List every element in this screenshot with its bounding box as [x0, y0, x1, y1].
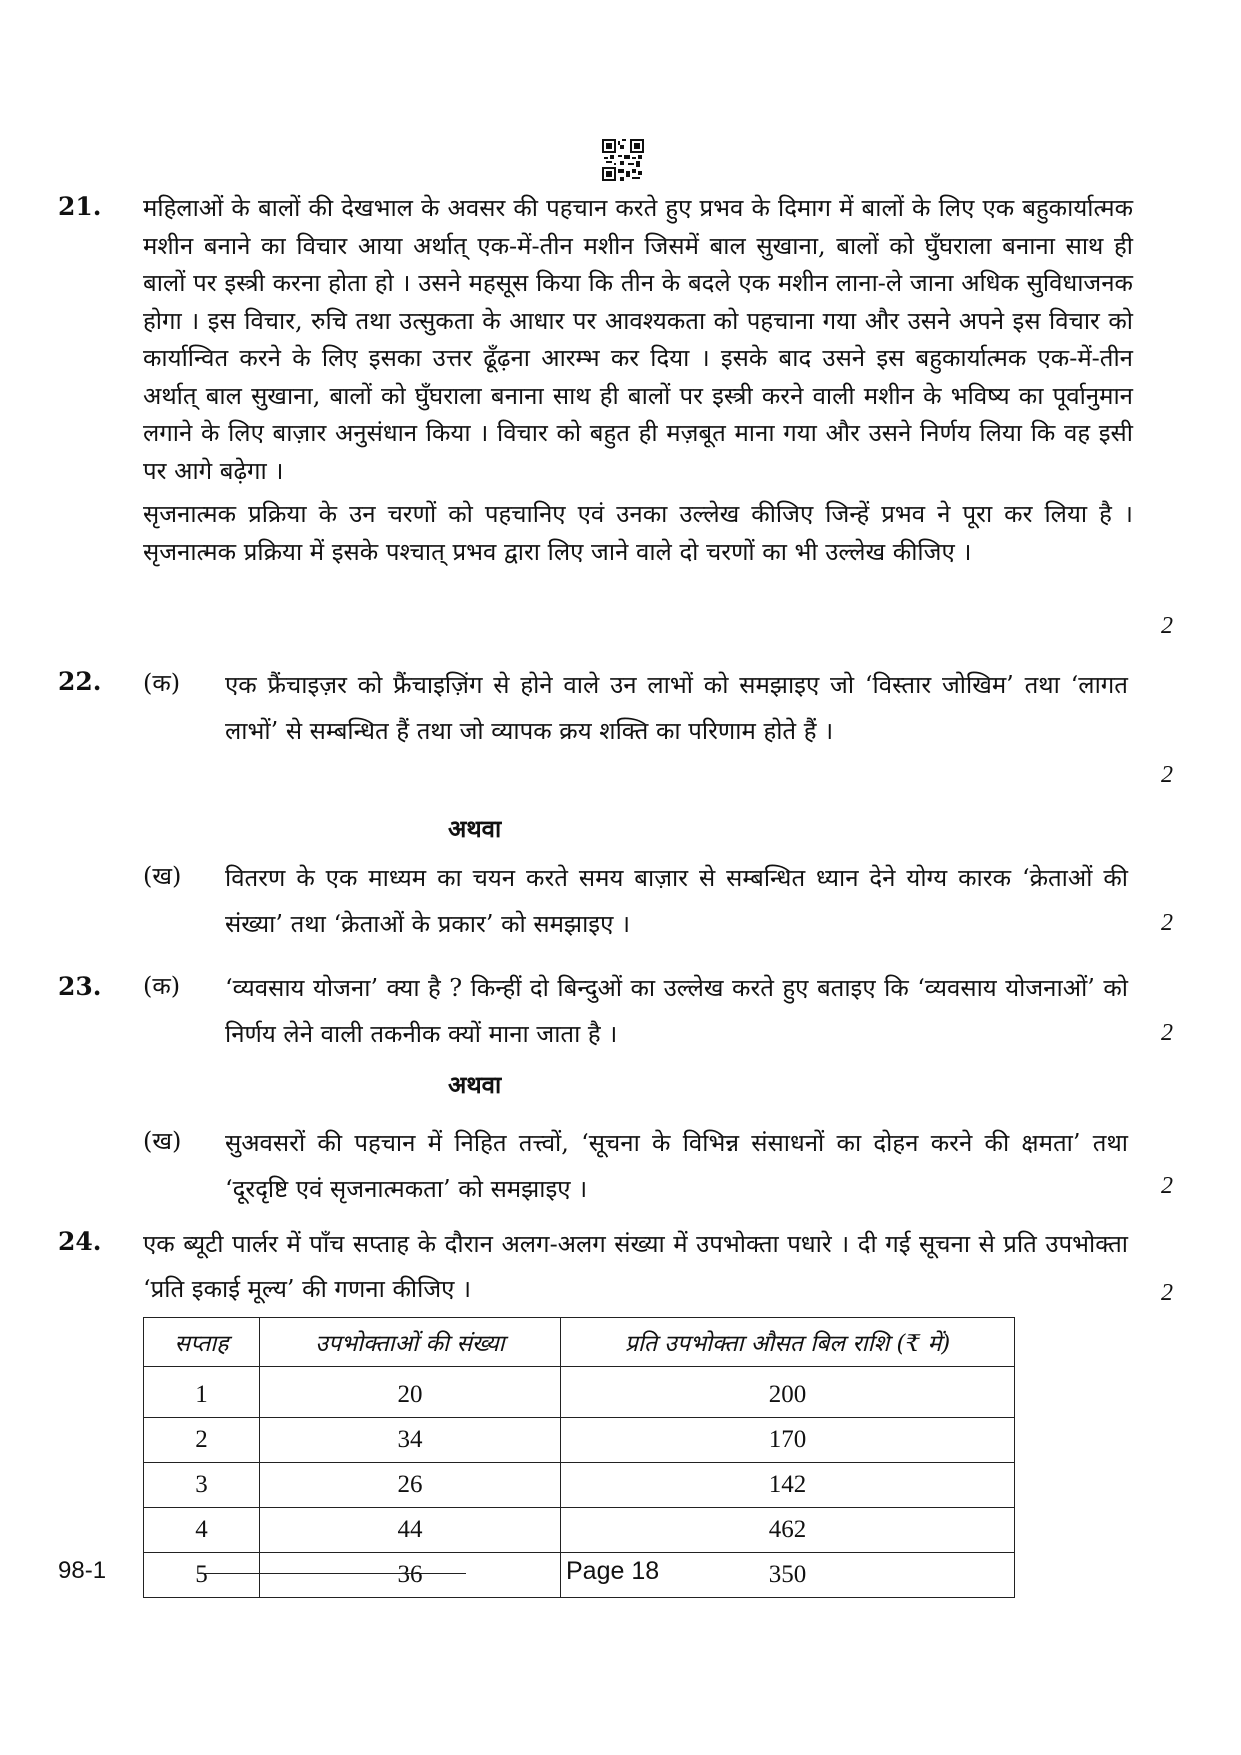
sub-question-text: सुअवसरों की पहचान में निहित तत्त्वों, ‘सूचना के विभिन्न संसाधनों का दोहन करने की क्षमता’ तथा ‘दूरदृष्टि एवं सृजनात्मकता’ को समझाइए । [225, 1129, 1128, 1203]
question-24 [58, 1222, 1173, 1312]
sub-question-a [143, 662, 1173, 754]
cell-avg-bill: 142 [561, 1463, 1015, 1508]
sub-question-b [143, 1120, 1173, 1212]
or-divider: अथवा [448, 814, 502, 843]
cell-week: 3 [144, 1463, 260, 1508]
marks: 2 [1161, 1020, 1173, 1046]
footer-divider [198, 1573, 466, 1574]
sub-question-text: एक फ्रैंचाइज़र को फ्रैंचाइज़िंग से होने वाले उन लाभों को समझाइए जो ‘विस्तार जोखिम’ तथा ‘लागत लाभों’ से सम्बन्धित हैं तथा जो व्यापक क्रय शक्ति का परिणाम होते हैं । [225, 671, 1128, 745]
question-number: 24. [58, 1227, 102, 1256]
cell-customers: 34 [260, 1418, 561, 1463]
cell-avg-bill: 170 [561, 1418, 1015, 1463]
paper-code: 98-1 [58, 1557, 107, 1584]
table-header-row [144, 1318, 1015, 1367]
sub-question-text: वितरण के एक माध्यम का चयन करते समय बाज़ार से सम्बन्धित ध्यान देने योग्य कारक ‘क्रेताओं की संख्या’ तथा ‘क्रेताओं के प्रकार’ को समझाइए । [225, 864, 1128, 938]
sub-question-a [143, 965, 1173, 1057]
marks: 2 [1161, 762, 1173, 788]
table-row [144, 1508, 1015, 1553]
sub-question-label: (क) [143, 972, 181, 1000]
cell-customers: 44 [260, 1508, 561, 1553]
or-divider: अथवा [448, 1070, 502, 1099]
marks: 2 [1161, 1280, 1173, 1306]
cell-week: 2 [144, 1418, 260, 1463]
question-21 [58, 190, 1173, 639]
table-row [144, 1418, 1015, 1463]
cell-avg-bill: 462 [561, 1508, 1015, 1553]
question-prompt: सृजनात्मक प्रक्रिया के उन चरणों को पहचानिए एवं उनका उल्लेख कीजिए जिन्हें प्रभव ने पूरा कर लिया है । सृजनात्मक प्रक्रिया में इसके पश्चात् प्रभव द्वारा लिए जाने वाले दो चरणों का भी उल्लेख कीजिए । [143, 500, 1133, 566]
cell-customers: 20 [260, 1367, 561, 1418]
sub-question-text: ‘व्यवसाय योजना’ क्या है ? किन्हीं दो बिन्दुओं का उल्लेख करते हुए बताइए कि ‘व्यवसाय योजनाओं’ को निर्णय लेने वाली तकनीक क्यों माना जाता है । [225, 974, 1128, 1048]
question-number: 22. [58, 667, 102, 696]
question-number: 23. [58, 972, 102, 1001]
table-row [144, 1463, 1015, 1508]
marks: 2 [1161, 910, 1173, 936]
cell-avg-bill: 200 [561, 1367, 1015, 1418]
cell-customers: 26 [260, 1463, 561, 1508]
cell-avg-bill: 350 [561, 1553, 1015, 1598]
header-week: सप्ताह [144, 1318, 260, 1367]
marks: 2 [1161, 1173, 1173, 1199]
table-row [144, 1367, 1015, 1418]
cell-week: 5 [144, 1553, 260, 1598]
cell-week: 1 [144, 1367, 260, 1418]
sub-question-label: (ख) [143, 1127, 182, 1155]
customer-billing-table [143, 1317, 1015, 1598]
header-customers: उपभोक्ताओं की संख्या [260, 1318, 561, 1367]
page-number: Page 18 [566, 1557, 660, 1585]
cell-customers: 36 [260, 1553, 561, 1598]
marks: 2 [1161, 613, 1173, 639]
question-text: महिलाओं के बालों की देखभाल के अवसर की पहचान करते हुए प्रभव के दिमाग में बालों के लिए एक बहुकार्यात्मक मशीन बनाने का विचार आया अर्थात् एक-में-तीन मशीन जिसमें बाल सुखाना, बालों को घुँघराला बनाना साथ ही बालों पर इस्त्री करना होता हो । उसने महसूस किया कि तीन के बदले एक मशीन लाना-ले जाना अधिक सुविधाजनक होगा । इस विचार, रुचि तथा उत्सुकता के आधार पर आवश्यकता को पहचाना गया और उसने अपने इस विचार को कार्यान्वित करने के लिए इसका उत्तर ढूँढ़ना आरम्भ कर दिया । इसके बाद उसने इस बहुकार्यात्मक एक-में-तीन अर्थात् बाल सुखाना, बालों को घुँघराला बनाना साथ ही बालों पर इस्त्री करने वाली मशीन के भविष्य का पूर्वानुमान लगाने के लिए बाज़ार अनुसंधान किया । विचार को बहुत ही मज़बूत माना गया और उसने निर्णय लिया कि वह इसी पर आगे बढ़ेगा । [143, 194, 1133, 485]
question-text: एक ब्यूटी पार्लर में पाँच सप्ताह के दौरान अलग-अलग संख्या में उपभोक्ता पधारे । दी गई सूचना से प्रति उपभोक्ता ‘प्रति इकाई मूल्य’ की गणना कीजिए । [143, 1230, 1128, 1303]
header-avg-bill: प्रति उपभोक्ता औसत बिल राशि (₹ में) [561, 1318, 1015, 1367]
sub-question-label: (क) [143, 669, 181, 697]
sub-question-b [143, 855, 1173, 947]
qr-code [602, 139, 644, 181]
question-number: 21. [58, 192, 102, 221]
sub-question-label: (ख) [143, 862, 182, 890]
cell-week: 4 [144, 1508, 260, 1553]
